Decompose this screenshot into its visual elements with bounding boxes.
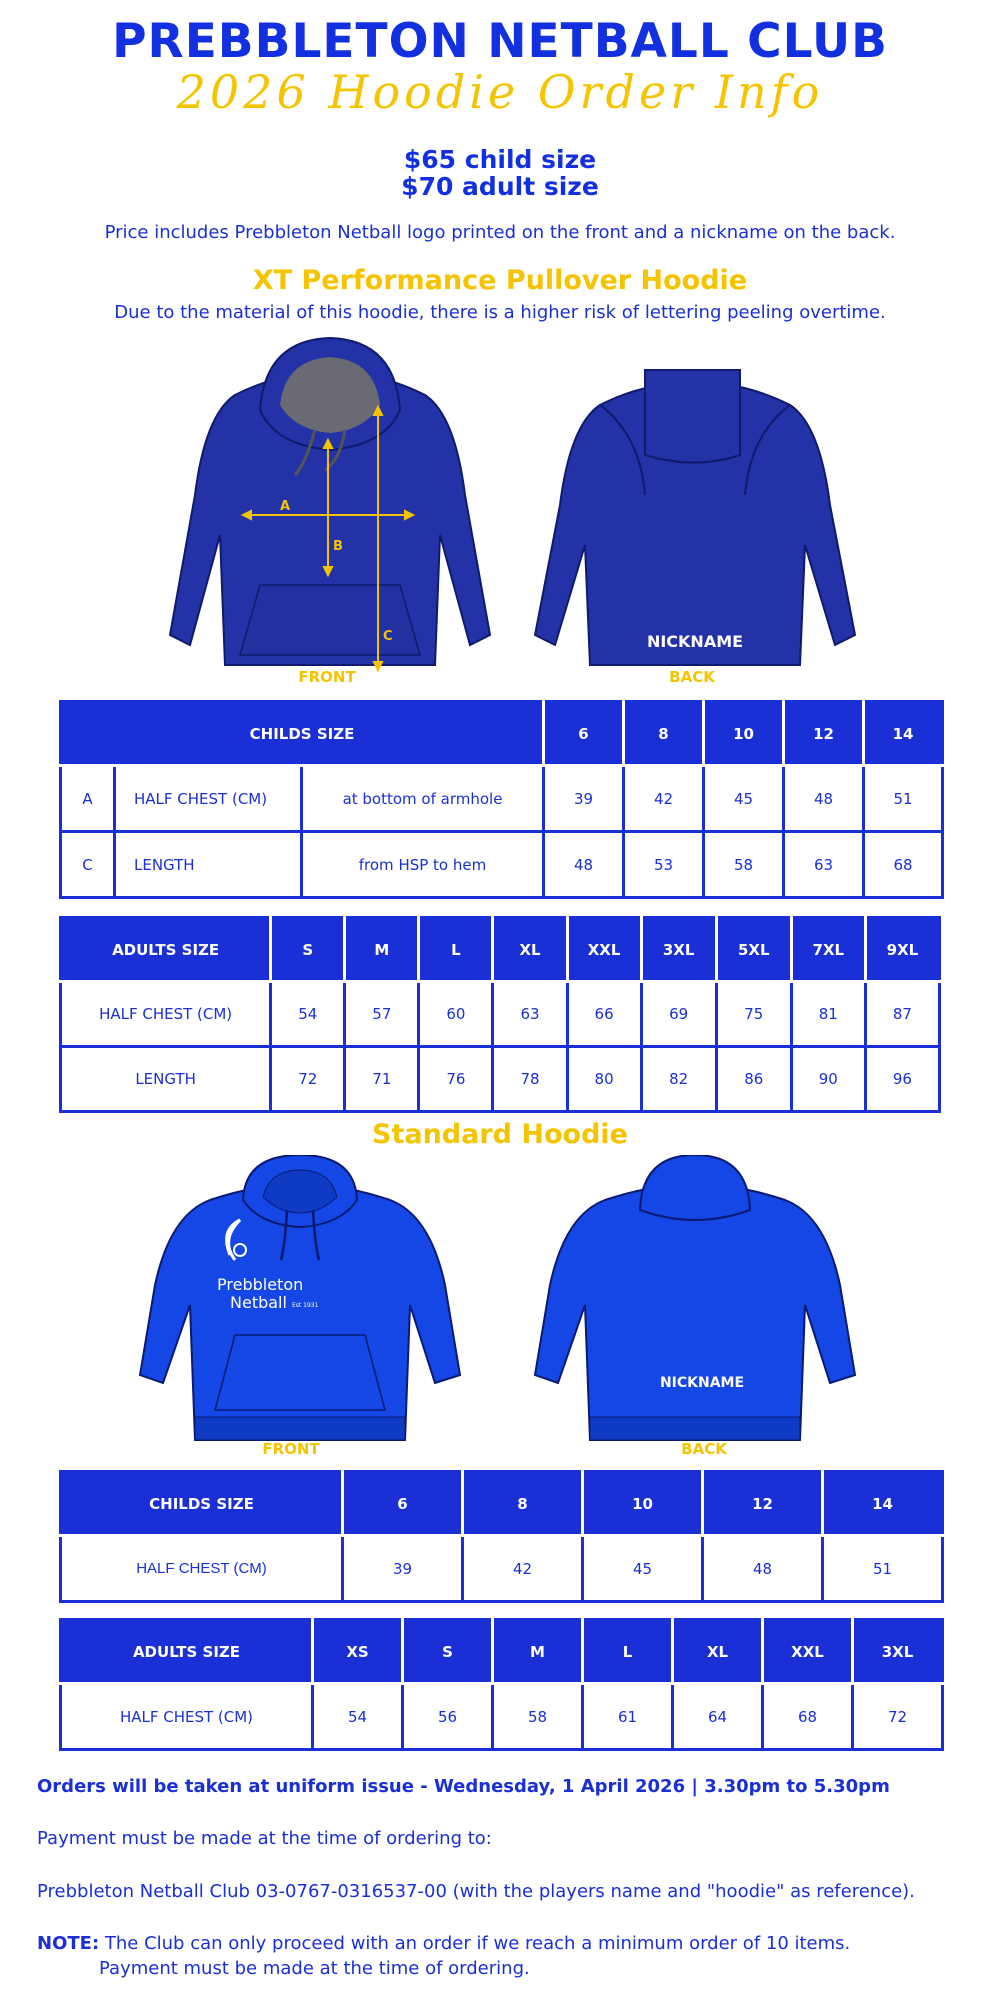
table-cell: 53 — [624, 832, 704, 898]
xt-front-label: FRONT — [298, 668, 356, 686]
standard-back-label: BACK — [681, 1440, 727, 1458]
table-row — [61, 982, 940, 1047]
table-cell: 48 — [544, 832, 624, 898]
table-row — [61, 1684, 943, 1750]
xt-childs-size-table — [59, 700, 944, 899]
logo-line-1: Prebbleton — [217, 1275, 304, 1294]
size-col: 10 — [704, 702, 784, 766]
table-cell: 58 — [493, 1684, 583, 1750]
table-cell: 90 — [791, 1047, 865, 1112]
size-col: S — [403, 1620, 493, 1684]
size-col: XL — [673, 1620, 763, 1684]
xt-hoodie-front-image — [165, 335, 495, 673]
size-col: 5XL — [716, 918, 791, 982]
adults-size-header: ADULTS SIZE — [61, 1620, 313, 1684]
marker-b: B — [333, 539, 343, 554]
orders-info: Orders will be taken at uniform issue - Wednesday, 1 April 2026 | 3.30pm to 5.30pm — [37, 1776, 890, 1797]
table-cell: 69 — [641, 982, 716, 1047]
table-cell: 63 — [493, 982, 567, 1047]
bank-account: Prebbleton Netball Club 03-0767-0316537-00 (with the players name and "hoodie" as reference). — [37, 1881, 915, 1902]
marker-c: C — [383, 629, 393, 644]
size-col: XXL — [763, 1620, 853, 1684]
standard-section-title: Standard Hoodie — [372, 1119, 628, 1150]
table-cell: 58 — [704, 832, 784, 898]
table-cell: 56 — [403, 1684, 493, 1750]
table-cell: 61 — [583, 1684, 673, 1750]
table-row — [61, 1047, 940, 1112]
table-row — [61, 1536, 943, 1602]
table-cell: 78 — [493, 1047, 567, 1112]
table-cell: 76 — [419, 1047, 493, 1112]
size-col: 6 — [343, 1472, 463, 1536]
standard-childs-size-table — [59, 1470, 944, 1603]
xt-warning: Due to the material of this hoodie, there is a higher risk of lettering peeling overtime. — [114, 302, 886, 323]
table-cell: 68 — [763, 1684, 853, 1750]
size-col: 14 — [823, 1472, 943, 1536]
size-col: 7XL — [791, 918, 865, 982]
measure-name: LENGTH — [115, 832, 302, 898]
measure-name: LENGTH — [61, 1047, 271, 1112]
table-cell: 42 — [463, 1536, 583, 1602]
table-cell: 57 — [345, 982, 419, 1047]
size-col: 3XL — [853, 1620, 943, 1684]
table-cell: 86 — [716, 1047, 791, 1112]
table-cell: 87 — [865, 982, 939, 1047]
table-cell: 45 — [704, 766, 784, 832]
table-cell: 45 — [583, 1536, 703, 1602]
measure-location: from HSP to hem — [302, 832, 544, 898]
table-cell: 66 — [567, 982, 641, 1047]
table-cell: 72 — [853, 1684, 943, 1750]
measure-name: HALF CHEST (CM) — [115, 766, 302, 832]
note-line-2: Payment must be made at the time of ordering. — [99, 1958, 530, 1979]
payment-intro: Payment must be made at the time of ordering to: — [37, 1828, 492, 1849]
childs-size-header: CHILDS SIZE — [61, 702, 544, 766]
note-label: NOTE: — [37, 1933, 100, 1954]
size-col: 14 — [864, 702, 943, 766]
marker-a: A — [280, 499, 291, 514]
xt-hoodie-back-image — [530, 365, 860, 670]
size-col: 9XL — [865, 918, 939, 982]
standard-adults-size-table — [59, 1618, 944, 1751]
childs-size-header: CHILDS SIZE — [61, 1472, 343, 1536]
note-line-1: The Club can only proceed with an order if we reach a minimum order of 10 items. — [104, 1933, 851, 1954]
standard-hoodie-front-image — [135, 1155, 465, 1445]
logo-est: Est 1931 — [292, 1302, 319, 1309]
table-cell: 54 — [271, 982, 345, 1047]
measure-location: at bottom of armhole — [302, 766, 544, 832]
xt-section-title: XT Performance Pullover Hoodie — [252, 265, 748, 296]
measure-name: HALF CHEST (CM) — [61, 1684, 313, 1750]
xt-back-label: BACK — [669, 668, 715, 686]
table-cell: 81 — [791, 982, 865, 1047]
measure-name: HALF CHEST (CM) — [61, 1536, 343, 1602]
table-cell: 39 — [544, 766, 624, 832]
note — [37, 1932, 967, 1956]
size-col: S — [271, 918, 345, 982]
table-cell: 54 — [313, 1684, 403, 1750]
size-col: 12 — [784, 702, 864, 766]
table-cell: 51 — [823, 1536, 943, 1602]
xt-adults-size-table — [59, 916, 941, 1113]
size-col: XL — [493, 918, 567, 982]
table-cell: 48 — [784, 766, 864, 832]
size-col: 8 — [624, 702, 704, 766]
size-col: M — [345, 918, 419, 982]
size-col: 12 — [703, 1472, 823, 1536]
price-adult: $70 adult size — [401, 172, 599, 201]
table-row — [61, 832, 943, 898]
size-col: 10 — [583, 1472, 703, 1536]
adults-size-header: ADULTS SIZE — [61, 918, 271, 982]
table-cell: 64 — [673, 1684, 763, 1750]
table-cell: 82 — [641, 1047, 716, 1112]
logo-line-2: Netball — [230, 1293, 287, 1312]
table-cell: 75 — [716, 982, 791, 1047]
table-cell: 60 — [419, 982, 493, 1047]
table-row — [61, 766, 943, 832]
table-cell: 48 — [703, 1536, 823, 1602]
table-cell: 39 — [343, 1536, 463, 1602]
size-col: L — [583, 1620, 673, 1684]
table-cell: 42 — [624, 766, 704, 832]
table-cell: 51 — [864, 766, 943, 832]
price-child: $65 child size — [403, 145, 597, 174]
table-cell: 96 — [865, 1047, 939, 1112]
size-col: XS — [313, 1620, 403, 1684]
table-cell: 63 — [784, 832, 864, 898]
club-title: PREBBLETON NETBALL CLUB — [112, 14, 888, 69]
standard-front-label: FRONT — [262, 1440, 320, 1458]
table-cell: 71 — [345, 1047, 419, 1112]
size-col: 6 — [544, 702, 624, 766]
price-note: Price includes Prebbleton Netball logo printed on the front and a nickname on the back. — [104, 222, 896, 243]
xt-back-nickname: NICKNAME — [646, 632, 744, 651]
measure-name: HALF CHEST (CM) — [61, 982, 271, 1047]
size-col: XXL — [567, 918, 641, 982]
standard-hoodie-back-image — [530, 1155, 860, 1445]
size-col: 3XL — [641, 918, 716, 982]
size-col: L — [419, 918, 493, 982]
table-cell: 68 — [864, 832, 943, 898]
standard-back-nickname: NICKNAME — [659, 1375, 745, 1391]
measure-code: C — [61, 832, 115, 898]
size-col: M — [493, 1620, 583, 1684]
size-col: 8 — [463, 1472, 583, 1536]
order-info-subtitle: 2026 Hoodie Order Info — [176, 65, 824, 119]
table-cell: 72 — [271, 1047, 345, 1112]
table-cell: 80 — [567, 1047, 641, 1112]
measure-code: A — [61, 766, 115, 832]
